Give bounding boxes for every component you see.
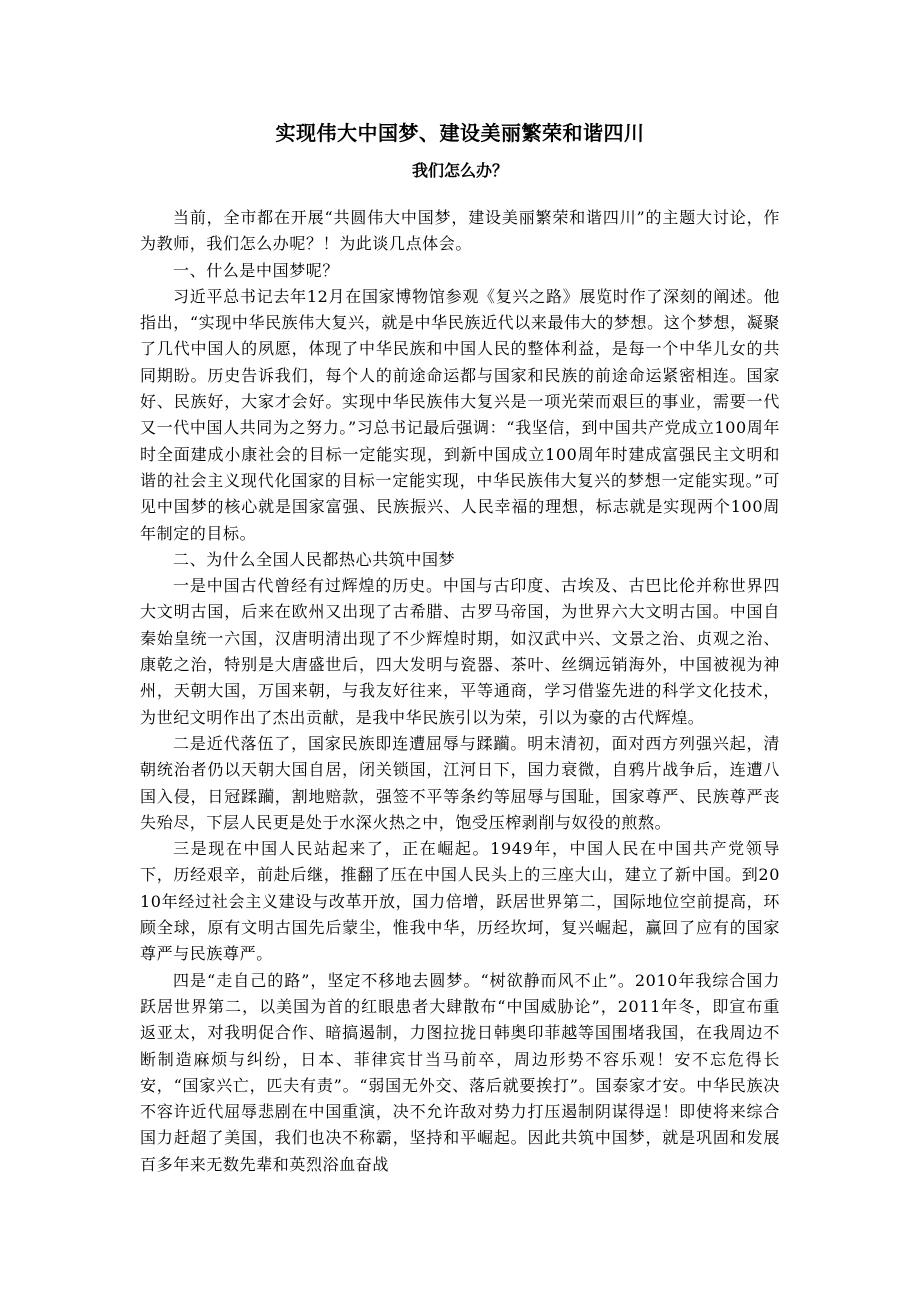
document-title: 实现伟大中国梦、建设美丽繁荣和谐四川 xyxy=(275,121,645,145)
intro-paragraph: 当前，全市都在开展“共圆伟大中国梦，建设美丽繁荣和谐四川”的主题大讨论，作为教师，我们怎么办呢？！为此谈几点体会。 xyxy=(140,208,780,254)
body-paragraph: 二是近代落伍了，国家民族即连遭屈辱与蹂躏。明末清初，面对西方列强兴起，清朝统治者仍以天朝大国自居，闭关锁国，江河日下，国力衰微，自鸦片战争后，连遭八国入侵，日冠蹂躏，割地赔款，强签不平等条约等屈辱与国耻，国家尊严、民族尊严丧失殆尽，下层人民更是处于水深火热之中，饱受压榨剥削与奴役的煎熬。 xyxy=(140,733,780,832)
document-subtitle: 我们怎么办？ xyxy=(411,161,508,180)
body-paragraph: 四是“走自己的路”，坚定不移地去圆梦。“树欲静而风不止”。2010年我综合国力跃居世界第二，以美国为首的红眼患者大肆散布“中国威胁论”，2011年冬，即宣布重返亚太，对我明促合作、暗搞遏制，力图拉拢日韩奥印菲越等国围堵我国，在我周边不断制造麻烦与纠纷，日本、菲律宾甘当马前卒，周边形势不容乐观！安不忘危得长安，“国家兴亡，匹夫有责”。“弱国无外交、落后就要挨打”。国泰家才安。中华民族决不容许近代屈辱悲剧在中国重演，决不允许敌对势力打压遏制阴谋得逞！即使将来综合国力赶超了美国，我们也决不称霸，坚持和平崛起。因此共筑中国梦，就是巩固和发展百多年来无数先辈和英烈浴血奋战 xyxy=(140,970,780,1174)
body-paragraph: 习近平总书记去年12月在国家博物馆参观《复兴之路》展览时作了深刻的阐述。他指出，“实现中华民族伟大复兴，就是中华民族近代以来最伟大的梦想。这个梦想，凝聚了几代中国人的夙愿，体现了中华民族和中国人民的整体利益，是每一个中华儿女的共同期盼。历史告诉我们，每个人的前途命运都与国家和民族的前途命运紧密相连。国家好、民族好，大家才会好。实现中华民族伟大复兴是一项光荣而艰巨的事业，需要一代又一代中国人共同为之努力。”习总书记最后强调：“我坚信，到中国共产党成立100周年时全面建成小康社会的目标一定能实现，到新中国成立100周年时建成富强民主文明和谐的社会主义现代化国家的目标一定能实现，中华民族伟大复兴的梦想一定能实现。”可见中国梦的核心就是国家富强、民族振兴、人民幸福的理想，标志就是实现两个100周年制定的目标。 xyxy=(140,286,780,543)
section-heading-why-build-china-dream: 二、为什么全国人民都热心共筑中国梦 xyxy=(173,549,456,569)
body-paragraph: 一是中国古代曾经有过辉煌的历史。中国与古印度、古埃及、古巴比伦并称世界四大文明古国，后来在欧州又出现了古希腊、古罗马帝国，为世界六大文明古国。中国自秦始皇统一六国，汉唐明清出现了不少辉煌时期，如汉武中兴、文景之治、贞观之治、康乾之治，特别是大唐盛世后，四大发明与瓷器、茶叶、丝绸远销海外，中国被视为神州，天朝大国，万国来朝，与我友好往来，平等通商，学习借鉴先进的科学文化技术，为世纪文明作出了杰出贡献，是我中华民族引以为荣，引以为豪的古代辉煌。 xyxy=(140,576,780,727)
document-body xyxy=(140,205,780,1178)
section-heading-what-is-china-dream: 一、什么是中国梦呢？ xyxy=(173,260,340,280)
body-paragraph: 三是现在中国人民站起来了，正在崛起。1949年，中国人民在中国共产党领导下，历经艰辛，前赴后继，推翻了压在中国人民头上的三座大山，建立了新中国。到2010年经过社会主义建设与改革开放，国力倍增，跃居世界第二，国际地位空前提高，环顾全球，原有文明古国先后蒙尘，惟我中华，历经坎坷，复兴崛起，赢回了应有的国家尊严与民族尊严。 xyxy=(140,839,780,964)
document-page xyxy=(140,110,780,1178)
